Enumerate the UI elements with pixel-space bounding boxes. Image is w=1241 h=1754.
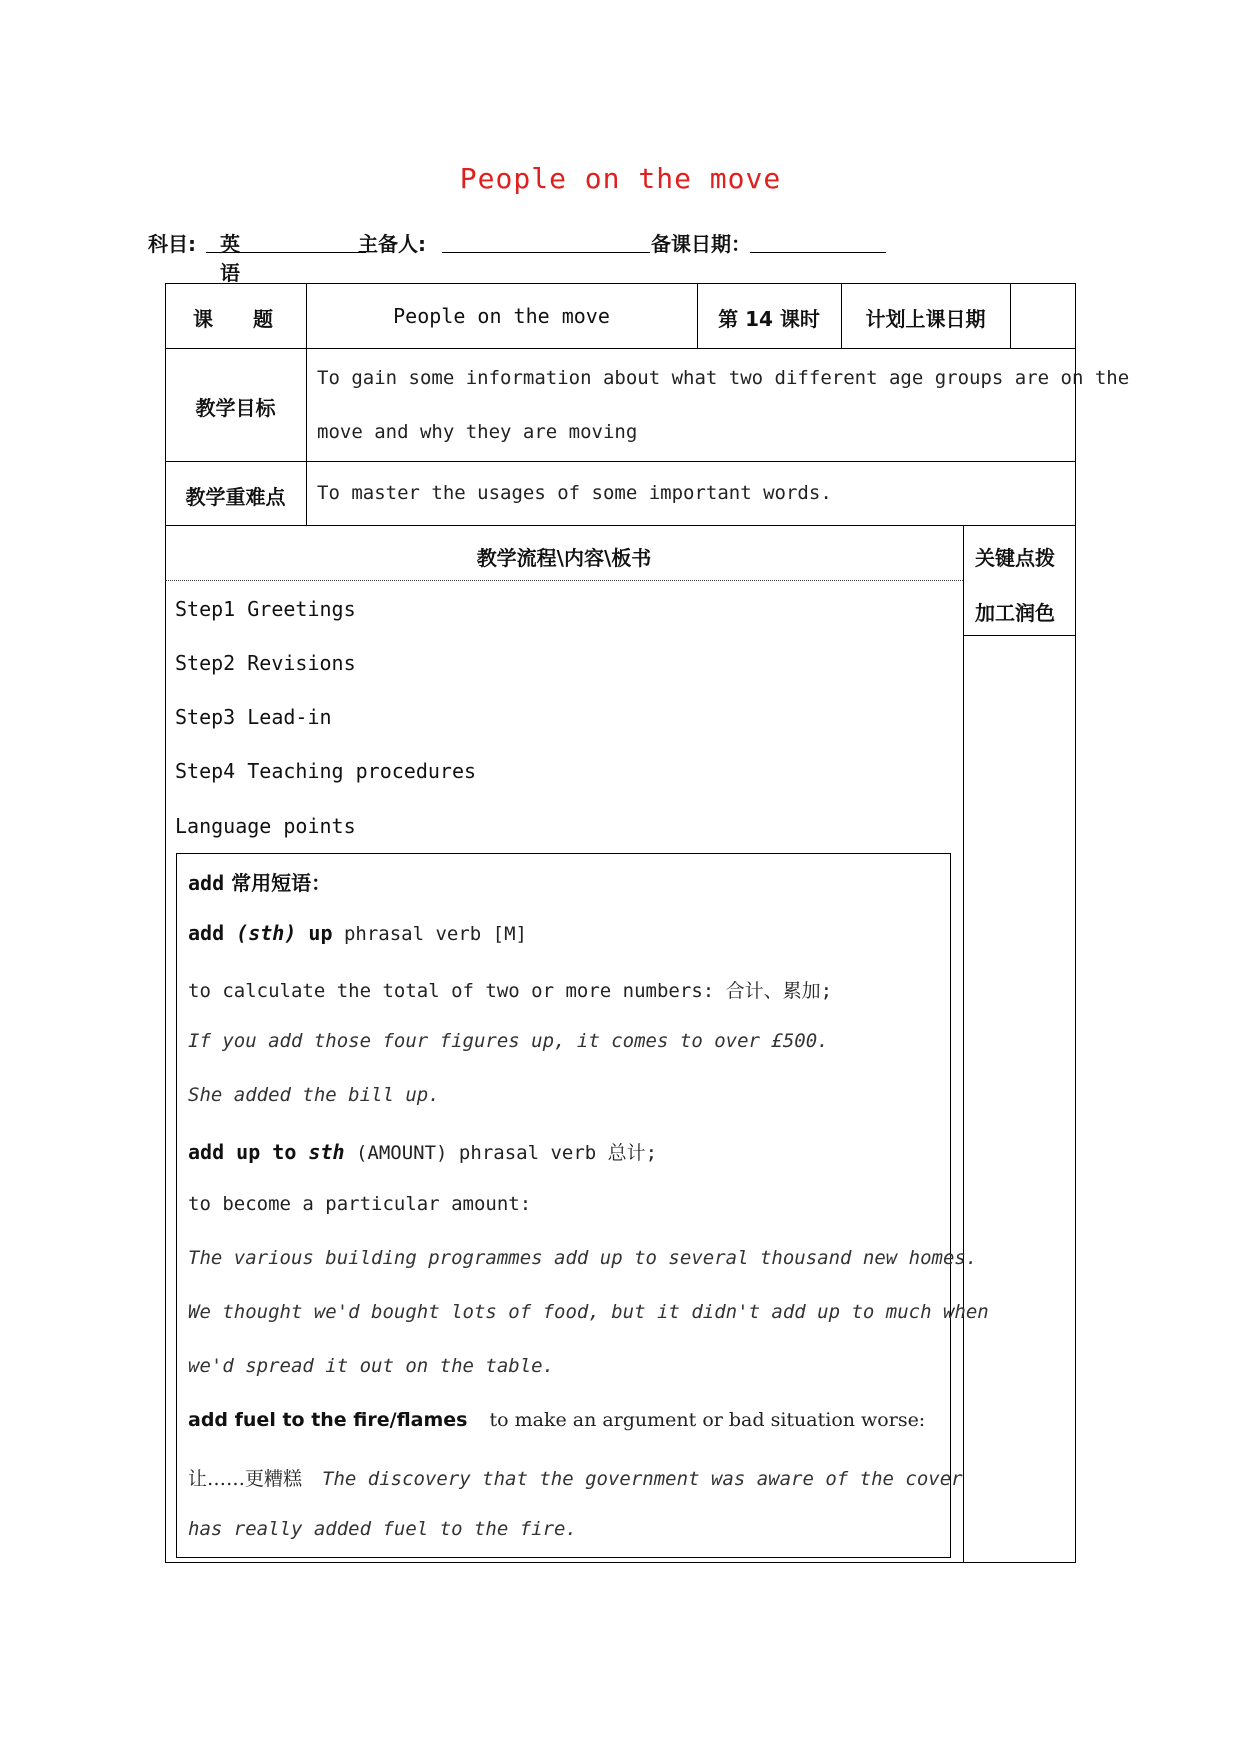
preparer-underline (442, 252, 650, 253)
plan-date-divider (1010, 283, 1011, 348)
key-column-left-divider (963, 525, 964, 1563)
document-title: People on the move (459, 162, 782, 195)
difficulty-value: To master the usages of some important words. (317, 482, 832, 504)
entry-3-headword: add fuel to the fire/flames to make an argument or bad situation worse: (188, 1409, 926, 1431)
process-header: 教学流程\内容\板书 (476, 546, 652, 570)
entry-3-example-line-2: has really added fuel to the fire. (188, 1518, 577, 1540)
key-column-divider (963, 635, 1076, 636)
preparer-label: 主备人: (358, 232, 426, 256)
objective-label: 教学目标 (195, 396, 276, 420)
entry-2-example-2a: We thought we'd bought lots of food, but it didn't add up to much when (188, 1301, 989, 1323)
process-header-divider (165, 580, 963, 581)
step-3: Step3 Lead-in (175, 705, 332, 729)
topic-value: People on the move (393, 304, 610, 328)
lesson-number: 第 14 课时 (718, 307, 820, 331)
key-header-line-1: 关键点拨 (975, 546, 1055, 570)
entry-2-headword: add up to sth (AMOUNT) phrasal verb 总计; (188, 1140, 658, 1164)
entry-1-example-1: If you add those four figures up, it comes to over £500. (188, 1030, 829, 1052)
date-label: 备课日期： (651, 232, 751, 256)
language-points-heading: Language points (175, 814, 356, 838)
entry-1-headword: add (sth) up phrasal verb [M] (188, 921, 527, 945)
step-2: Step2 Revisions (175, 651, 356, 675)
box-heading (188, 867, 331, 896)
row-divider-1 (165, 348, 1076, 349)
objective-line-2: move and why they are moving (317, 421, 638, 443)
entry-2-example-2b: we'd spread it out on the table. (188, 1355, 555, 1377)
step-1: Step1 Greetings (175, 597, 356, 621)
difficulty-label: 教学重难点 (185, 485, 286, 509)
subject-value: 英语 (220, 232, 240, 285)
step-4: Step4 Teaching procedures (175, 759, 477, 783)
box-heading-word: add (188, 871, 225, 895)
entry-1-example-2: She added the bill up. (188, 1084, 440, 1106)
subject-label: 科目: (148, 232, 196, 256)
box-heading-rest: 常用短语： (224, 871, 332, 895)
entry-3-example-line-1: 让……更糟糕 The discovery that the government was aware of the cover (188, 1468, 963, 1490)
entry-2-definition: to become a particular amount: (188, 1193, 532, 1215)
topic-label: 课 题 (193, 307, 273, 331)
row-divider-3 (165, 525, 1076, 526)
date-underline (750, 252, 886, 253)
objective-line-1: To gain some information about what two different age groups are on the (317, 367, 1130, 389)
entry-2-example-1: The various building programmes add up to several thousand new homes. (188, 1247, 978, 1269)
plan-date-label: 计划上课日期 (865, 307, 986, 331)
row-divider-2 (165, 461, 1076, 462)
key-header-line-2: 加工润色 (975, 601, 1055, 625)
entry-1-definition: to calculate the total of two or more numbers: 合计、累加; (188, 980, 833, 1002)
